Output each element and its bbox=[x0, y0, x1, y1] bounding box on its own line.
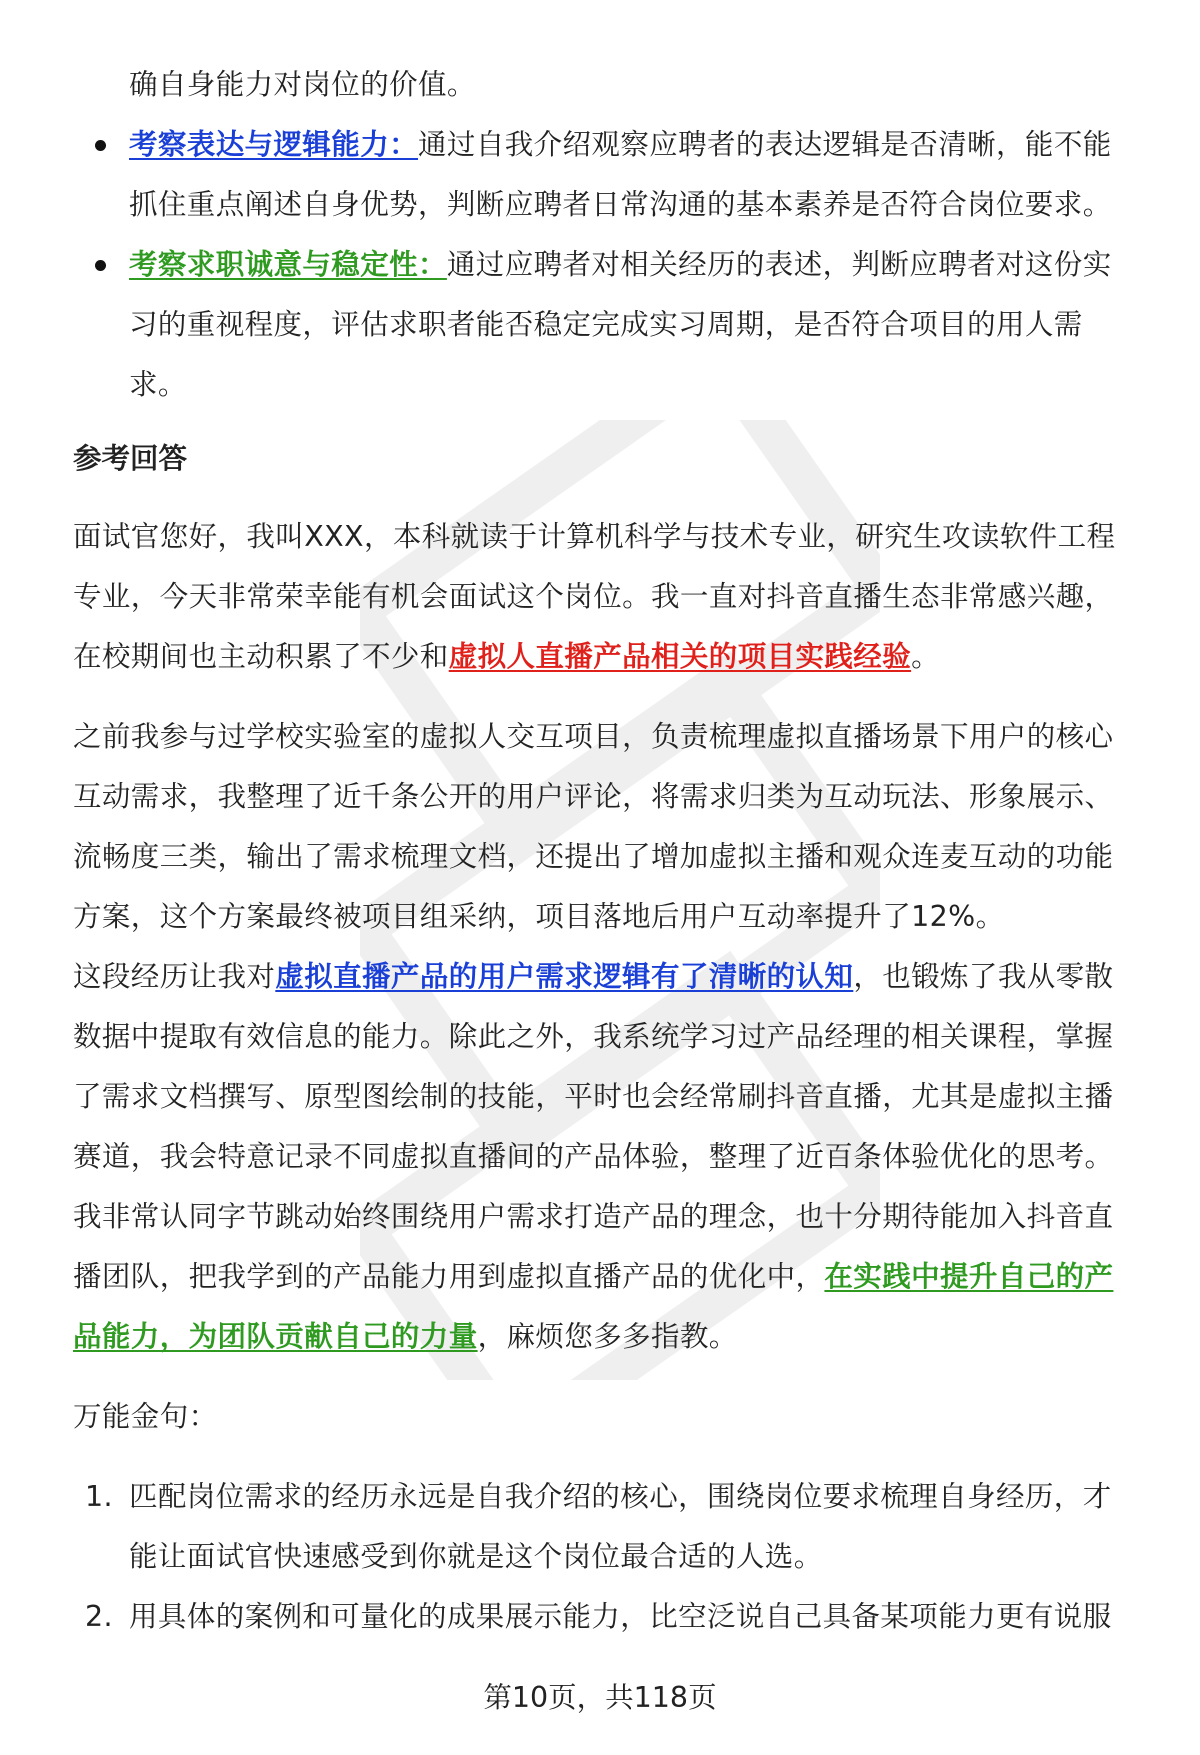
list-text: 用具体的案例和可量化的成果展示能力，比空泛说自己具备某项能力更有说服 bbox=[129, 1600, 1112, 1633]
list-number: 2. bbox=[85, 1600, 113, 1633]
para-line: 面试官您好，我叫XXX，本科就读于计算机科学与技术专业，研究生攻读软件工程 bbox=[73, 520, 1116, 553]
bullet-text: 求。 bbox=[129, 368, 187, 401]
document-page bbox=[73, 55, 1153, 1647]
bullet-text: 抓住重点阐述自身优势，判断应聘者日常沟通的基本素养是否符合岗位要求。 bbox=[129, 188, 1112, 221]
list-text: 匹配岗位需求的经历永远是自我介绍的核心，围绕岗位要求梳理自身经历，才 bbox=[129, 1480, 1112, 1513]
bullet-dot bbox=[95, 260, 106, 271]
para-line: 方案，这个方案最终被项目组采纳，项目落地后用户互动率提升了12%。 bbox=[73, 900, 1005, 933]
bullet-label-sincerity: 考察求职诚意与稳定性： bbox=[129, 248, 447, 281]
para-line: 赛道，我会特意记录不同虚拟直播间的产品体验，整理了近百条体验优化的思考。 bbox=[73, 1140, 1114, 1173]
para-line: 流畅度三类，输出了需求梳理文档，还提出了增加虚拟主播和观众连麦互动的功能 bbox=[73, 840, 1114, 873]
golden-heading: 万能金句： bbox=[73, 1400, 218, 1433]
para-line: 数据中提取有效信息的能力。除此之外，我系统学习过产品经理的相关课程，掌握 bbox=[73, 1020, 1114, 1053]
para-line: 之前我参与过学校实验室的虚拟人交互项目，负责梳理虚拟直播场景下用户的核心 bbox=[73, 720, 1114, 753]
bullet-text: 习的重视程度，评估求职者能否稳定完成实习周期，是否符合项目的用人需 bbox=[129, 308, 1083, 341]
reference-heading: 参考回答 bbox=[73, 442, 188, 475]
para-line: 。 bbox=[911, 640, 941, 673]
para-line: ，也锻炼了我从零散 bbox=[853, 960, 1114, 993]
para-line: 互动需求，我整理了近千条公开的用户评论，将需求归类为互动玩法、形象展示、 bbox=[73, 780, 1114, 813]
highlight-blue: 虚拟直播产品的用户需求逻辑有了清晰的认知 bbox=[275, 960, 854, 993]
para-line: 我非常认同字节跳动始终围绕用户需求打造产品的理念，也十分期待能加入抖音直 bbox=[73, 1200, 1114, 1233]
bullet-item-sincerity bbox=[73, 235, 1153, 415]
list-text: 能让面试官快速感受到你就是这个岗位最合适的人选。 bbox=[129, 1540, 823, 1573]
list-number: 1. bbox=[85, 1480, 113, 1513]
para-line: 在校期间也主动积累了不少和 bbox=[73, 640, 449, 673]
golden-item-2 bbox=[73, 1587, 1153, 1647]
intro-continuation: 确自身能力对岗位的价值。 bbox=[129, 68, 476, 101]
para-line: 专业，今天非常荣幸能有机会面试这个岗位。我一直对抖音直播生态非常感兴趣， bbox=[73, 580, 1114, 613]
para-line: 播团队，把我学到的产品能力用到虚拟直播产品的优化中， bbox=[73, 1260, 825, 1293]
bullet-text: 通过应聘者对相关经历的表述，判断应聘者对这份实 bbox=[446, 248, 1112, 281]
bullet-label-expression: 考察表达与逻辑能力： bbox=[129, 128, 419, 161]
highlight-green: 在实践中提升自己的产 bbox=[824, 1260, 1114, 1293]
highlight-green: 品能力，为团队贡献自己的力量 bbox=[73, 1320, 478, 1353]
highlight-red: 虚拟人直播产品相关的项目实践经验 bbox=[448, 640, 912, 673]
bullet-text: 通过自我介绍观察应聘者的表达逻辑是否清晰，能不能 bbox=[418, 128, 1112, 161]
paragraph-intro bbox=[73, 507, 1153, 687]
para-line: 这段经历让我对 bbox=[73, 960, 276, 993]
bullet-item-expression bbox=[73, 115, 1153, 235]
page-footer: 第10页，共118页 bbox=[483, 1681, 717, 1714]
golden-item-1 bbox=[73, 1467, 1153, 1587]
bullet-dot bbox=[95, 140, 106, 151]
paragraph-experience bbox=[73, 707, 1153, 1367]
para-line: ，麻烦您多多指教。 bbox=[477, 1320, 738, 1353]
para-line: 了需求文档撰写、原型图绘制的技能，平时也会经常刷抖音直播，尤其是虚拟主播 bbox=[73, 1080, 1114, 1113]
